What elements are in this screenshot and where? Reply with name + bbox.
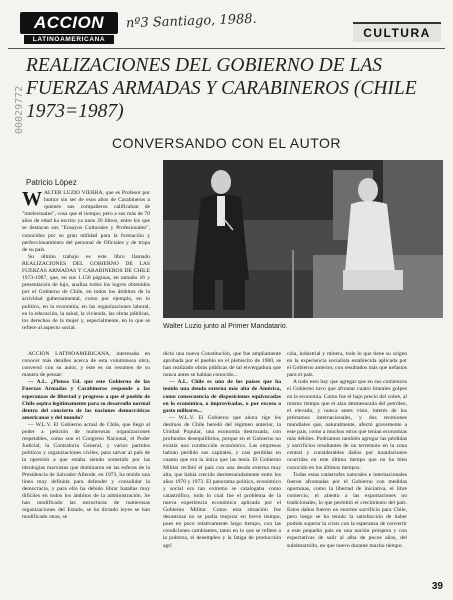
section-tag: CULTURA	[353, 22, 441, 42]
logo-sub-text: LATINOAMERICANA	[24, 35, 114, 44]
accion-logo	[20, 12, 118, 48]
intro-text-1: que es Profesor por humor sin ser de esos años de Carabineros a quienes sus compañeros calificaban de "intelectuales", cosa que el tiempo; pero a sus más de 70 años de edad ha escrito ya unos 20 libros, entre los que se destacan sus "Ensayos Culturales y Profesionales", conocidos por su gran utilidad para la formación y perfeccionamiento del personal de Oficiales y de tropa de su país.	[22, 190, 151, 253]
photo-caption: Walter Luzio junto al Primer Mandatario.	[163, 323, 288, 330]
intro-lead: ALTER LUZIO VIERRA,	[44, 190, 104, 196]
column-3	[287, 351, 407, 550]
column-1-paragraph-2: — A.L. ¿Piensa Ud. que este Gobierno de las Fuerzas Armadas y Carabineros responde a las esperanzas de libertad y progreso a que el pueblo de Chile aspira legítimamente para su desarrollo normal dentro del concierto de las naciones democráticas americanas y del mundo?	[22, 379, 150, 421]
header-rule	[8, 48, 445, 49]
intro-paragraph-2: Su último trabajo es este libro llamado REALIZACIONES DEL GOBIERNO DE LAS FUERZAS ARMADAS Y CARABINEROS DE CHILE 1973-1987, que, en sus 1.150 páginas, en tamaño 16 y presentación de lujo, analiza todos los logros obtenidos por el Gobierno de Chile, en todos los ámbitos de la actividad gubernamental, como por ejemplo, en lo político, en la economía, en las organizaciones laboral, en la educación, la salud, la vivienda, las obras públicas, los derechos de la mujer y, especialmente, en lo que se refiere al aspecto social.	[22, 253, 150, 331]
column-1	[22, 351, 150, 521]
column-3-paragraph-2: A todo esto hay que agregar que en sus comienzos el Gobierno tuvo que afrontar cuatro brutales golpes en la economía. Como fue el bajo precio del cobre, al mismo tiempo que el alza desmesurada del petróleo, el elevado, y nunca antes visto, interés de los préstamos internacionales, y dos recesiones mundiales que, naturalmente, afectó gravemente a este país, como a muchos otros que tenían economías más débiles. Podríamos también agregar las pérdidas y sacrificios resultantes de un terremoto en la zona central y considerables daños por inundaciones ocurridas en este último tiempo que no ha bien conocido en los últimos tiempos.	[287, 379, 407, 471]
column-2-paragraph-3: — W.L.V. El Gobierno que ahora rige los destinos de Chile heredó del régimen anterior, la Unidad Popular, una economía destrozada, con profundos desequilibrios, porque en el Gobierno no existía una conducción económica. Las empresas habían perdido sus capitales, y casi perdidas en cuanto que era la única que las tenía. El Gobierno Militar recibió el país con una deuda externa muy alta, que había crecido desmesuradamente entre los años 1970 y 1973. El panorama político, económico y social era tan extremo se catalogaba como catastrófico, todo lo cual fue el problema de la nueva experiencia económica aplicada por el Gobierno Militar. Como esta situación fue desastrosa no se podía mejorar en breve tiempo, pues en poco relativamente largo tiempo, con las condiciones cambiantes, tanto en lo que se refiere a la pobreza, el desempleo y la fatiga de producción agrí	[163, 414, 281, 549]
column-2-paragraph-1: dictó una nueva Constitución, que fue ampliamente aprobada por el pueblo en el plebiscito de 1980, se han realizado obras públicas de tal envergadura que nunca antes se habían conocido...	[163, 351, 281, 379]
intro-paragraph-1	[22, 190, 150, 254]
handwritten-note: nº3 Santiago, 1988.	[125, 11, 257, 32]
archive-stamp: 00029772	[14, 85, 25, 134]
logo-main-text: ACCION	[20, 12, 118, 34]
intro-text	[22, 190, 150, 332]
article-photo	[163, 160, 443, 318]
page-header	[8, 10, 445, 50]
column-3-paragraph-1: cola, industrial y minera, todo lo que tiene su origen en la experiencia socialista establecida aplicada por el Gobierno anterior, con resultados más que nefastos para el país.	[287, 351, 407, 379]
column-3-paragraph-3: Todas estas catástrofes naturales e internacionales fueron afrontadas por el Gobierno con medidas oportunas, como la libertad de iniciativa, el libre comercio, el aliento a las exportaciones no tradicionales, lo que permitió el crecimiento del país. Estos daños fueron un enorme sacrificio para Chile, pero luego se ha tenido la satisfacción de haber podido superar la crisis con la esperanza de convertir a este pequeño país en una nación próspera y con expectativas de salir al alba de pocos años, del subdesarrollo, en que nuevo durante mucho tiempo.	[287, 471, 407, 549]
photo-illustration	[163, 160, 443, 318]
article-subtitle: CONVERSANDO CON EL AUTOR	[111, 135, 342, 151]
article-title: REALIZACIONES DEL GOBIERNO DE LAS FUERZAS ARMADAS Y CARABINEROS (CHILE 1973=1987)	[26, 55, 417, 122]
drop-cap: W	[22, 188, 42, 210]
page-number: 39	[431, 581, 443, 592]
column-2-paragraph-2: — A.L. Chile es uno de los países que ha tenido una deuda externa más alta de América, como consecuencia de disposiciones equivocadas en lo económico, o improvisadas, o por exceso o gasto militares...	[163, 379, 281, 414]
column-1-paragraph-1: ACCION LATINOAMERICANA, interesada en conocer más detalles acerca de esta voluminosa obra, conversó con su autor, y éste es un resumen de su manera de pensar:	[22, 351, 150, 379]
column-2	[163, 351, 281, 550]
column-1-paragraph-3: — W.L.V. El Gobierno actual de Chile, que llegó al poder a petición de numerosas organizaciones respetables, como son el Congreso Nacional, el Poder Judicial, la Contraloría General, y varios partidos políticos y organizaciones civiles, para salvar al país de la opresión a que estaba siendo sometido por las ideologías marxistas que dominaron en las esferas de la Presidencia de Salvador Allende, en 1973, ha tenido una línea muy definida para defender y consolidar la democracia, y para ello ha debido librar batallas muy difíciles en todos los ámbitos de la administración. Se han modificado las estructuras de numerosas organizaciones del Estado, se ha dictado leyes se han modificado otras, se	[22, 421, 150, 521]
article-author: Patricio López	[26, 178, 77, 187]
